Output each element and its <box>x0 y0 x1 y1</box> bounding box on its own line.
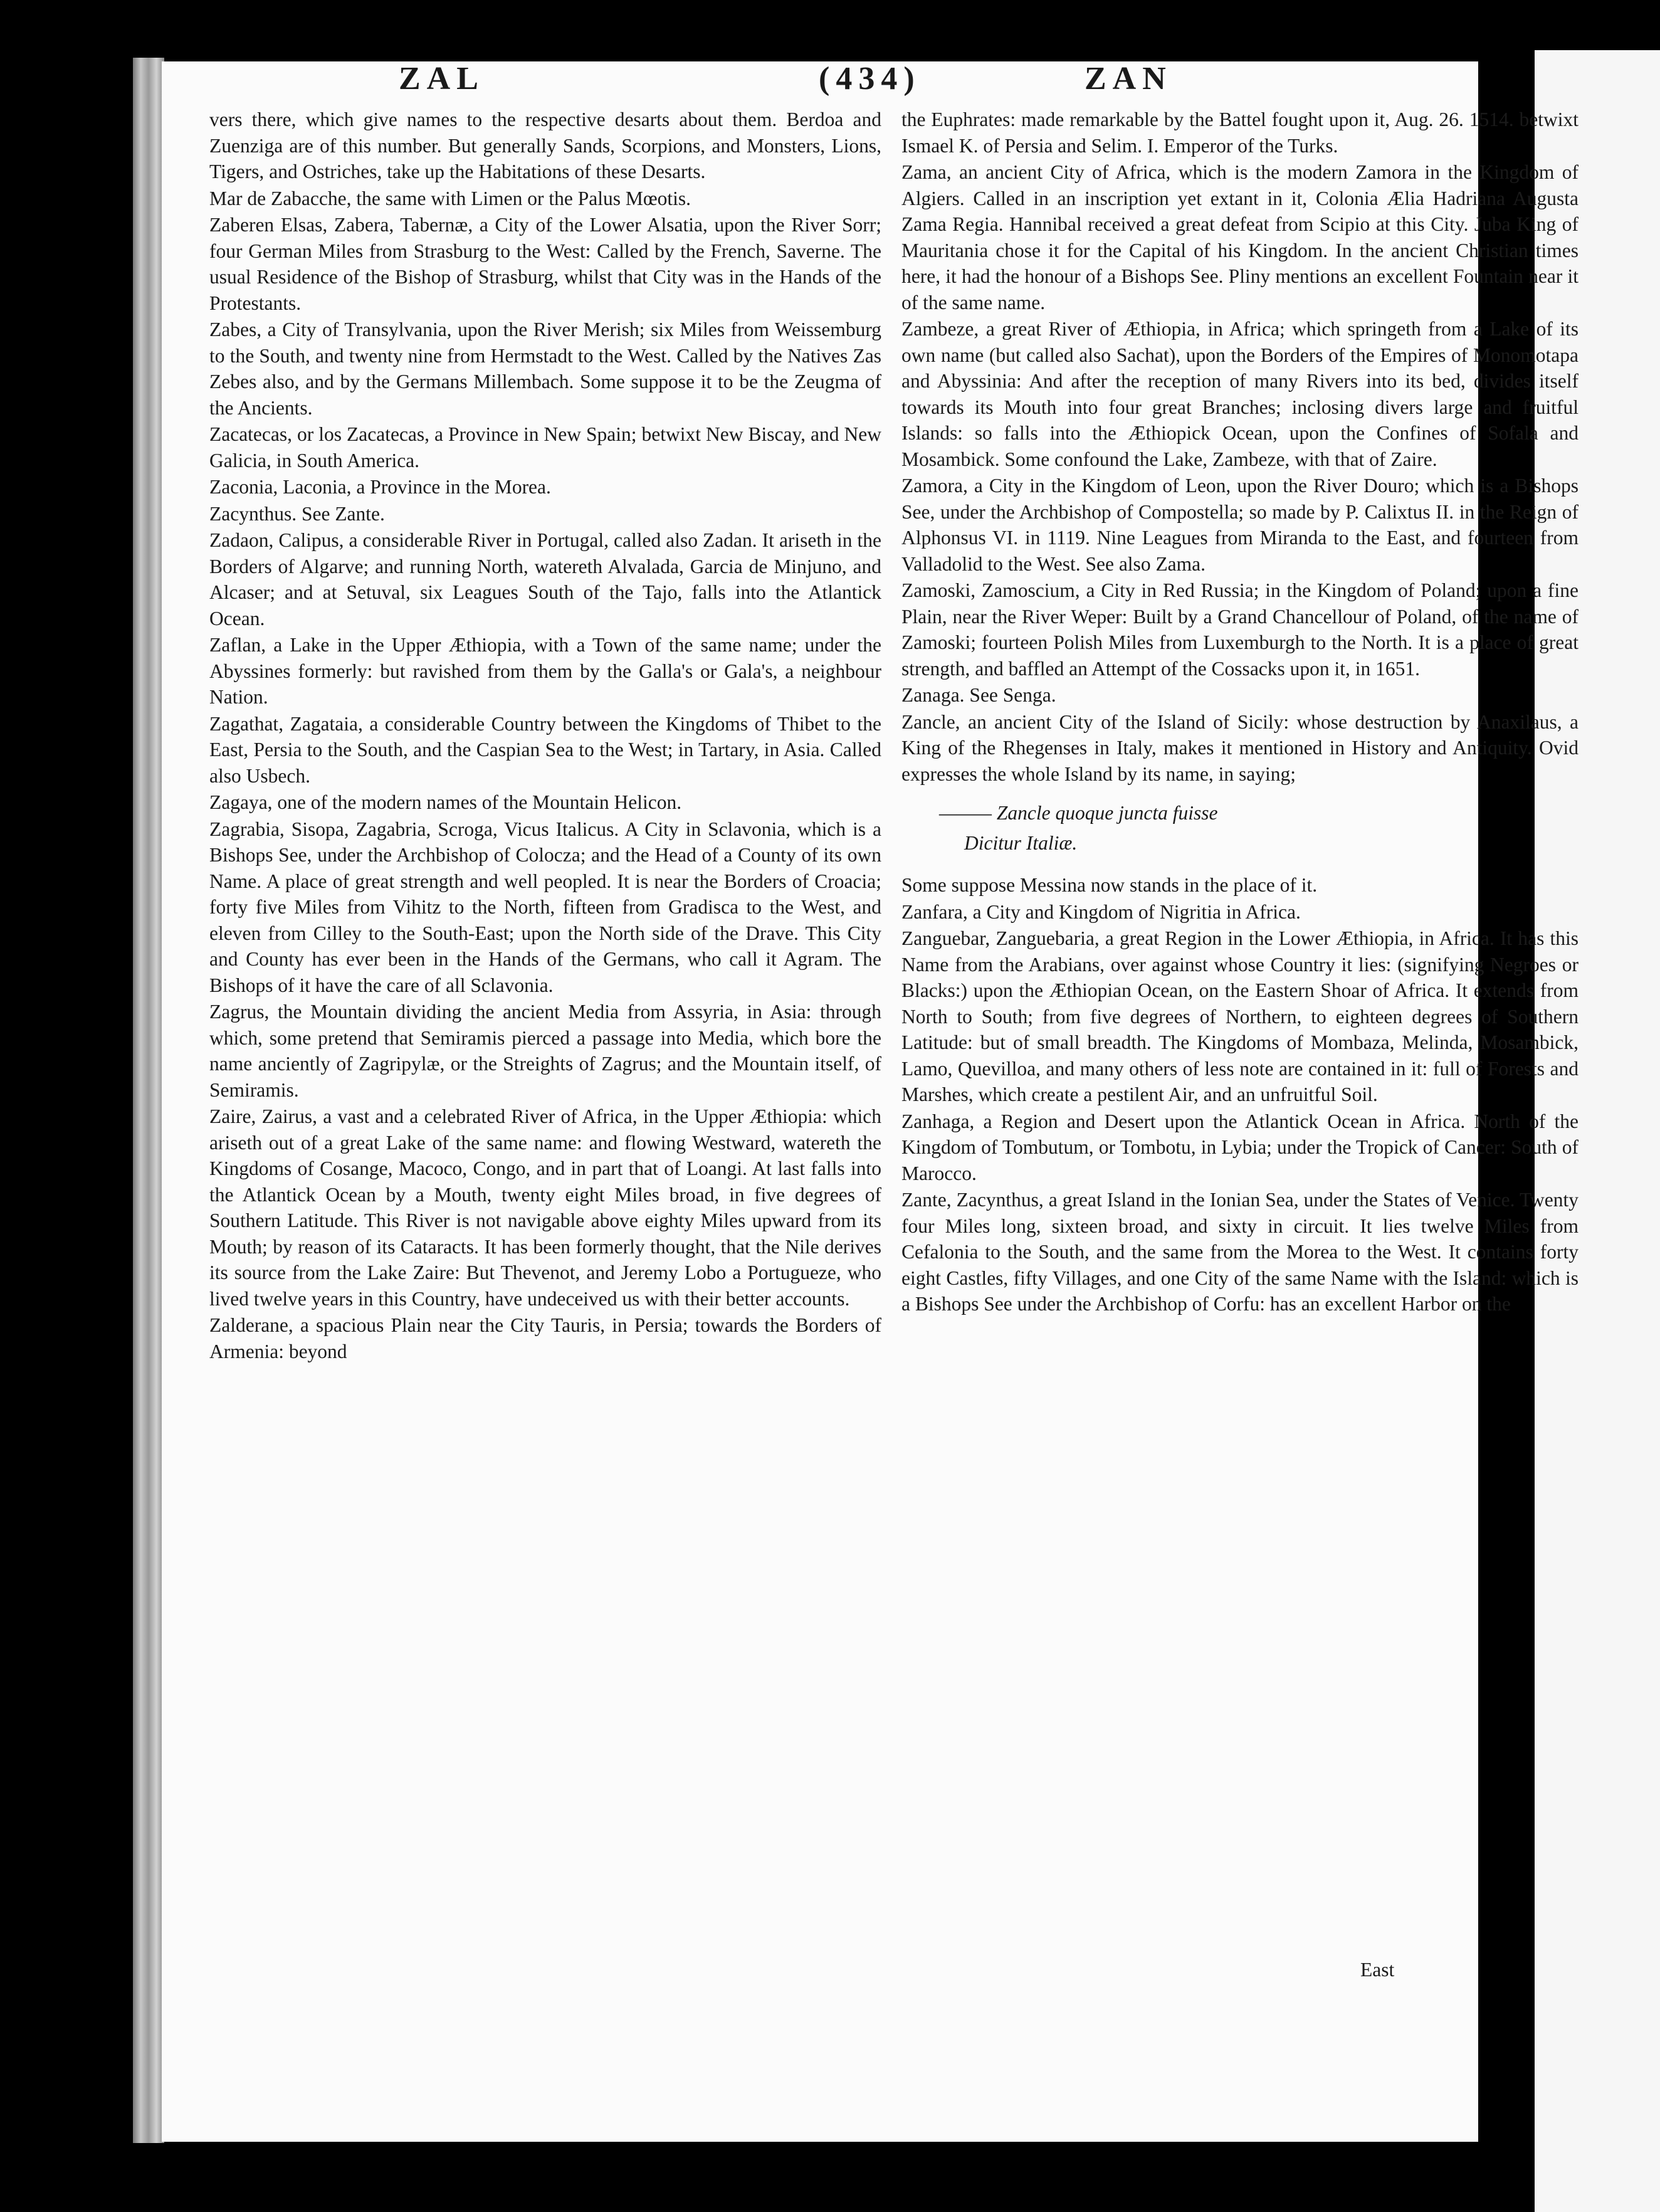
dictionary-entry: Zalderane, a spacious Plain near the City Tauris, in Persia; towards the Borders of Armenia: beyond <box>209 1314 881 1362</box>
dictionary-entry: Zambeze, a great River of Æthiopia, in Africa; which springeth from a Lake of its own name (but called also Sachat), upon the Borders of the Empires of Monomotapa and Abyssinia: And after the reception of many Rivers into its bed, divides itself towards its Mouth into four great Branches; inclosing divers large and fruitful Islands: so falls into the Æthiopick Ocean, upon the Confines of Sofala and Mosambick. Some confound the Lake, Zambeze, with that of Zaire. <box>901 318 1579 470</box>
dictionary-entry: Zagrabia, Sisopa, Zagabria, Scroga, Vicus Italicus. A City in Sclavonia, which is a Bishops See, under the Archbishop of Colocza; and the Head of a County of its own Name. A place of great strength and well peopled. It is near the Borders of Croacia; forty five Miles from Vihitz to the North, fifteen from Gradisca to the West, and eleven from Cilley to the South-East; upon the North side of the Drave. This City and County has ever been in the Hands of the Germans, who call it Agram. The Bishops of it have the care of all Sclavonia. <box>209 818 881 996</box>
dictionary-entry: Zamora, a City in the Kingdom of Leon, upon the River Douro; which is a Bishops See, under the Archbishop of Compostella; so made by P. Calixtus II. in the Reign of Alphonsus VI. in 1119. Nine Leagues from Miranda to the East, and fourteen from Valladolid to the West. See also Zama. <box>901 475 1579 575</box>
dictionary-entry: Zancle, an ancient City of the Island of Sicily: whose destruction by Anaxilaus, a King of the Rhegenses in Italy, makes it mentioned in History and Antiquity. Ovid expresses the whole Island by its name, in saying; <box>901 710 1579 785</box>
dictionary-entry: vers there, which give names to the respective desarts about them. Berdoa and Zuenziga are of this number. But generally Sands, Scorpions, and Monsters, Lions, Tigers, and Ostriches, take up the Habitations of these Desarts. <box>209 108 881 182</box>
dictionary-entry: Zagathat, Zagataia, a considerable Country between the Kingdoms of Thibet to the East, Persia to the South, and the Caspian Sea to the West; in Tartary, in Asia. Called also Usbech. <box>209 712 881 787</box>
dictionary-entry: Zaflan, a Lake in the Upper Æthiopia, with a Town of the same name; under the Abyssines formerly: but ravished from them by the Galla's or Gala's, a neighbour Nation. <box>209 634 881 708</box>
dictionary-entry: Zanaga. See Senga. <box>901 684 1056 706</box>
dictionary-entry: Some suppose Messina now stands in the place of it. <box>901 874 1318 896</box>
book-spine <box>133 58 164 2143</box>
running-head-right: ZAN <box>1085 61 1172 97</box>
dictionary-entry: Zabes, a City of Transylvania, upon the River Merish; six Miles from Weissemburg to the South, and twenty nine from Hermstadt to the West. Called by the Natives Zas Zebes also, and by the Germans Millembach. Some suppose it to be the Zeugma of the Ancients. <box>209 319 881 419</box>
dictionary-entry: Zanfara, a City and Kingdom of Nigritia in Africa. <box>901 900 1301 923</box>
dictionary-entry: Zama, an ancient City of Africa, which is the modern Zamora in the Kingdom of Algiers. Called in an inscription yet extant in it, Colonia Ælia Hadriana Augusta Zama Regia. Hannibal received a great defeat from Scipio at this City. Juba King of Mauritania chose it for the Capital of his Kingdom. In the ancient Christian times here, it had the honour of a Bishops See. Pliny mentions an excellent Fountain near it of the same name. <box>901 161 1579 313</box>
latin-quotation <box>939 798 1579 858</box>
dictionary-entry: Zacatecas, or los Zacatecas, a Province in New Spain; betwixt New Biscay, and New Galicia, in South America. <box>209 423 881 471</box>
dictionary-entry: Zacynthus. See Zante. <box>209 502 385 525</box>
dictionary-entry: Zanhaga, a Region and Desert upon the Atlantick Ocean in Africa. North of the Kingdom of Tombutum, or Tombotu, in Lybia; under the Tropick of Cancer: South of Marocco. <box>901 1110 1579 1184</box>
dictionary-entry: Zagaya, one of the modern names of the Mountain Helicon. <box>209 791 682 813</box>
right-column <box>901 107 1579 1318</box>
running-head-left: ZAL <box>399 61 485 97</box>
dictionary-entry: Zadaon, Calipus, a considerable River in Portugal, called also Zadan. It ariseth in the Borders of Algarve; and running North, watereth Alvalada, Garcia de Minjuno, and Alcaser; and at Setuval, six Leagues South of the Tajo, falls into the Atlantick Ocean. <box>209 529 881 629</box>
catchword: East <box>1360 1959 1395 1981</box>
quotation-line: Dicitur Italiæ. <box>964 832 1078 854</box>
dictionary-entry: Zaire, Zairus, a vast and a celebrated River of Africa, in the Upper Æthiopia: which ariseth out of a great Lake of the same name: and flowing Westward, watereth the Kingdoms of Cosange, Macoco, Congo, and in part that of Loangi. At last falls into the Atlantick Ocean by a Mouth, twenty eight Miles broad, in five degrees of Southern Latitude. This River is not navigable above eighty Miles upward from its Mouth; by reason of its Cataracts. It has been formerly thought, that the Nile derives its source from the Lake Zaire: But Thevenot, and Jeremy Lobo a Portugueze, who lived twelve years in this Country, have undeceived us with their better accounts. <box>209 1105 881 1310</box>
dictionary-entry: Zaberen Elsas, Zabera, Tabernæ, a City of the Lower Alsatia, upon the River Sorr; four German Miles from Strasburg to the West: Called by the French, Saverne. The usual Residence of the Bishop of Strasburg, whilst that City was in the Hands of the Protestants. <box>209 214 881 314</box>
left-column <box>209 107 881 1365</box>
dictionary-entry: Mar de Zabacche, the same with Limen or the Palus Mœotis. <box>209 187 691 209</box>
dictionary-entry: Zagrus, the Mountain dividing the ancient Media from Assyria, in Asia: through which, some pretend that Semiramis pierced a passage into Media, which bore the name anciently of Zagripylæ, or the Streights of Zagrus; and the Mountain itself, of Semiramis. <box>209 1001 881 1101</box>
dictionary-entry: Zante, Zacynthus, a great Island in the Ionian Sea, under the States of Venice. Twenty four Miles long, sixteen broad, and sixty in circuit. It lies twelve Miles from Cefalonia to the South, and the same from the Morea to the West. It contains forty eight Castles, fifty Villages, and one City of the same Name with the Island: which is a Bishops See under the Archbishop of Corfu: has an excellent Harbor on the <box>901 1189 1579 1315</box>
page-number: (434) <box>819 61 921 97</box>
dictionary-entry: Zanguebar, Zanguebaria, a great Region in the Lower Æthiopia, in Africa. It has this Name from the Arabians, over against whose Country it lies: (signifying Negroes or Blacks:) upon the Æthiopian Ocean, on the Eastern Shoar of Africa. It extends from North to South; from five degrees of Northern, to eighteen degrees of Southern Latitude: but of small breadth. The Kingdoms of Mombaza, Melinda, Mosambick, Lamo, Quevilloa, and many others of less note are contained in it: full of Forests and Marshes, which create a pestilent Air, and an unfruitful Soil. <box>901 927 1579 1105</box>
dictionary-entry: the Euphrates: made remarkable by the Battel fought upon it, Aug. 26. 1514. betwixt Ismael K. of Persia and Selim. I. Emperor of the Turks. <box>901 108 1579 157</box>
dictionary-entry: Zamoski, Zamoscium, a City in Red Russia; in the Kingdom of Poland; upon a fine Plain, near the River Weper: Built by a Grand Chancellour of Poland, of the name of Zamoski; fourteen Polish Miles from Luxemburgh to the North. It is a place of great strength, and baffled an Attempt of the Cossacks upon it, in 1651. <box>901 579 1579 680</box>
quotation-line: ——— Zancle quoque juncta fuisse <box>939 802 1218 824</box>
dictionary-entry: Zaconia, Laconia, a Province in the Morea. <box>209 476 551 498</box>
